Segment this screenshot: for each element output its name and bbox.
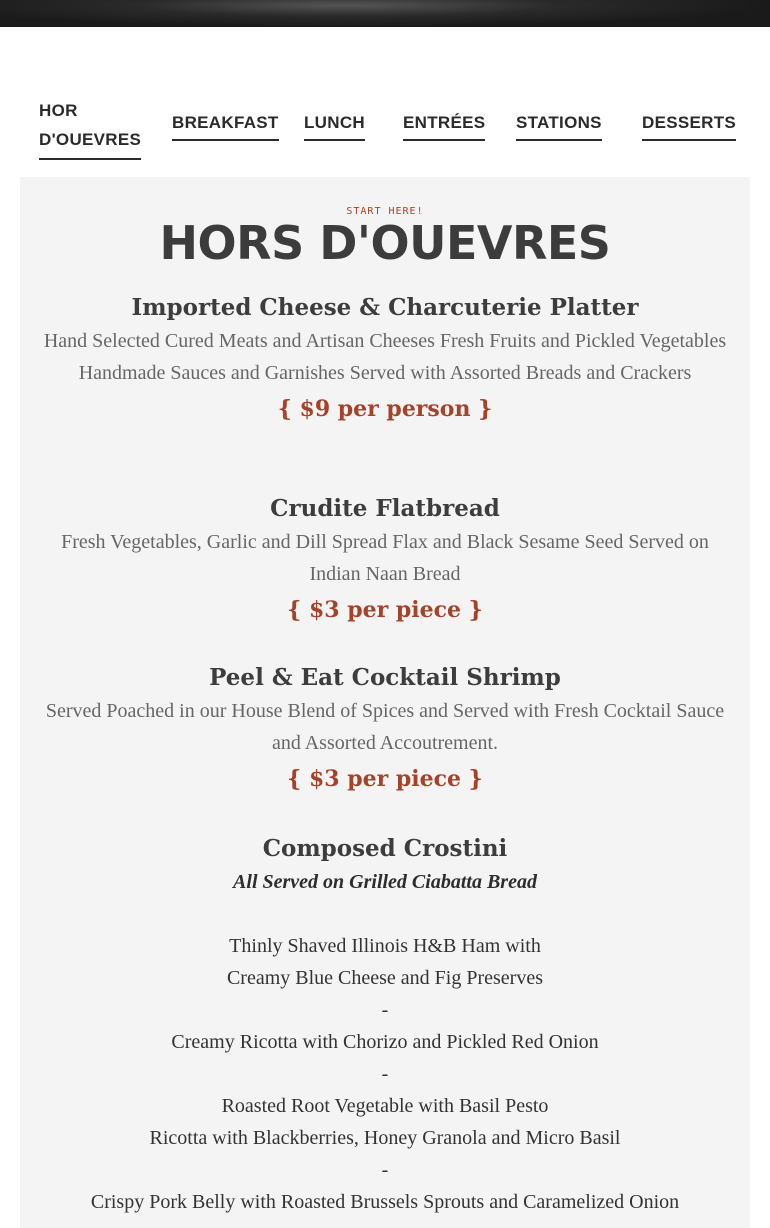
menu-item: [20, 492, 750, 630]
section-kicker: START HERE!: [346, 206, 424, 217]
section-title: HORS D'OUEVRES: [159, 216, 611, 270]
menu-tabs: [0, 94, 770, 164]
menu-item: [20, 661, 750, 799]
item-price: { $3 per piece }: [287, 597, 483, 623]
item-name: Composed Crostini: [262, 835, 508, 862]
item-name: Peel & Eat Cocktail Shrimp: [209, 664, 561, 691]
item-description: Fresh Vegetables, Garlic and Dill Spread Flax and Black Sesame Seed Served on Indian Naan Bread: [61, 531, 709, 585]
item-description: Hand Selected Cured Meats and Artisan Cheeses Fresh Fruits and Pickled Vegetables Handmade Sauces and Garnishes Served with Assorted Breads and Crackers: [43, 330, 727, 384]
hero-banner: [0, 0, 770, 27]
tab-label-line1: HOR: [39, 101, 78, 120]
crostini-line: Creamy Ricotta with Chorizo and Pickled Red Onion: [171, 1031, 599, 1053]
menu-item-crostini: [20, 832, 750, 1218]
crostini-line: Creamy Blue Cheese and Fig Preserves: [226, 967, 544, 989]
tab-entrees[interactable]: ENTRÉES: [403, 111, 485, 141]
item-subtitle: All Served on Grilled Ciabatta Bread: [233, 871, 537, 893]
tab-lunch[interactable]: LUNCH: [304, 111, 365, 141]
crostini-divider: -: [381, 1159, 389, 1181]
item-price: { $9 per person }: [277, 396, 493, 422]
crostini-line: Ricotta with Blackberries, Honey Granola and Micro Basil: [149, 1127, 621, 1149]
item-name: Imported Cheese & Charcuterie Platter: [131, 294, 639, 321]
crostini-list: [20, 930, 750, 1218]
tab-desserts[interactable]: DESSERTS: [642, 111, 736, 141]
item-description: Served Poached in our House Blend of Spices and Served with Fresh Cocktail Sauce and Assorted Accoutrement.: [45, 700, 725, 754]
crostini-line: Crispy Pork Belly with Roasted Brussels Sprouts and Caramelized Onion: [90, 1191, 680, 1213]
crostini-divider: -: [381, 1063, 389, 1085]
crostini-line: Roasted Root Vegetable with Basil Pesto: [221, 1095, 549, 1117]
menu-item: [20, 291, 750, 429]
tab-hors-doeuvres[interactable]: [39, 96, 141, 160]
tab-breakfast[interactable]: BREAKFAST: [172, 111, 279, 141]
item-name: Crudite Flatbread: [270, 495, 500, 522]
item-price: { $3 per piece }: [287, 766, 483, 792]
tab-stations[interactable]: STATIONS: [516, 111, 602, 141]
crostini-line: Thinly Shaved Illinois H&B Ham with: [229, 935, 541, 957]
tab-label-line2: D'OUEVRES: [39, 130, 142, 149]
crostini-divider: -: [381, 999, 389, 1021]
